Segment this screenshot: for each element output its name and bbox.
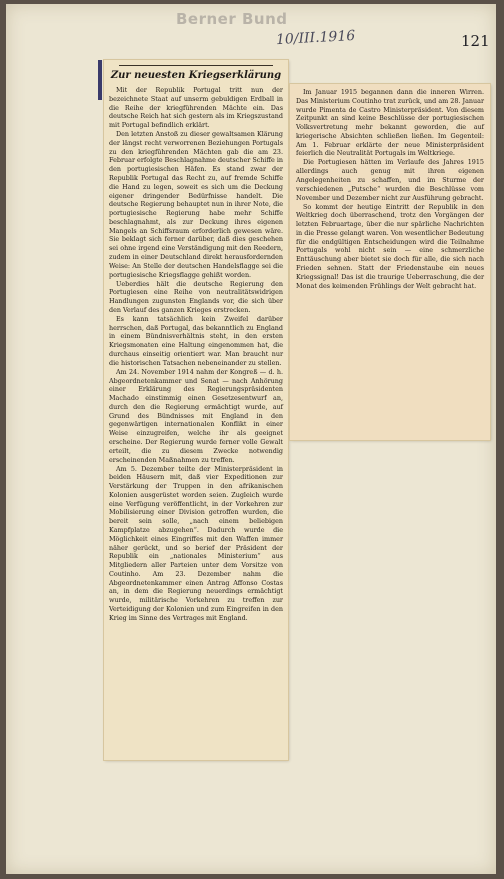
article-headline: Zur neuesten Kriegserklärung — [110, 70, 282, 81]
article-paragraph: Im Januar 1915 begannen dann die inneren Wirren. Das Ministerium Coutinho trat zurück, und am 28. Januar wurde Pimenta de Castro Ministerpräsident. Von diesem Zeitpunkt an sind keine Beschlüsse der portugiesischen Volksvertretung mehr bekannt geworden, die auf kriegerische Absichten schließen ließen. Im Gegenteil: Am 1. Februar erklärte der neue Ministerpräsident feierlich die Neutralität Portugals im Weltkriege. — [296, 88, 484, 158]
page-number: 121 — [461, 32, 490, 50]
right-column-body — [296, 88, 484, 290]
article-paragraph: Ueberdies hält die deutsche Regierung den Portugiesen eine Reihe von neutralitätswidrigen Handlungen zugunsten Englands vor, die sich über den Verlauf des ganzen Krieges erstrecken. — [109, 279, 283, 314]
clipping-right-column — [290, 84, 490, 440]
newspaper-stamp: Berner Bund — [176, 10, 288, 28]
article-paragraph: Den letzten Anstoß zu dieser gewaltsamen Klärung der längst recht verworrenen Beziehungen Portugals zu den kriegführenden Mächten gab die am 23. Februar erfolgte Beschlagnahme deutscher Schiffe in den portugiesischen Häfen. Es stand zwar der Republik Portugal das Recht zu, auf fremde Schiffe die Hand zu legen, soweit es sich um die Deckung eigener dringender Bedürfnisse handelt. Die deutsche Regierung behauptet nun in ihrer Note, die portugiesische Regierung habe mehr Schiffe beschlagnahmt, als zur Deckung ihres eigenen Mangels an Schiffsraum erforderlich gewesen wäre. Sie beklagt sich ferner darüber, daß dies geschehen sei ohne irgend eine Verständigung mit den Reedern, zudem in einer Deutschland direkt herausfordernden Weise: An Stelle der deutschen Handelsflagge sei die portugiesische Kriegsflagge gehißt worden. — [109, 130, 283, 279]
article-paragraph: Am 5. Dezember teilte der Ministerpräsident in beiden Häusern mit, daß vier Expeditionen zur Verstärkung der Truppen in den afrikanischen Kolonien ausgerüstet worden seien. Zugleich wurde eine Verfügung veröffentlicht, in der Vorkehren zur Mobilisierung einer Division getroffen wurden, die bereit sein solle, „nach einem beliebigen Kampfplatze abzugehen“. Dadurch wurde die Möglichkeit eines Eingriffes mit den Waffen immer näher gerückt, und so berief der Präsident der Republik ein „nationales Ministerium“ aus Mitgliedern aller Parteien unter dem Vorsitze von Coutinho. Am 23. Dezember nahm die Abgeordnetenkammer einen Antrag Affonso Costas an, in dem die Regierung neuerdings ermächtigt wurde, militärische Vorkehren zu treffen zur Verteidigung der Kolonien und zum Eingreifen in den Krieg im Sinne des Vertrages mit England. — [109, 464, 283, 622]
clipping-left-column — [104, 60, 288, 760]
article-paragraph: Am 24. November 1914 nahm der Kongreß — d. h. Abgeordnetenkammer und Senat — nach Anhörung einer Erklärung des Regierungspräsidenten Machado einstimmig einen Gesetzesentwurf an, durch den die Regierung ermächtigt wurde, auf Grund des Bündnisses mit England in den gegenwärtigen internationalen Konflikt in einer Weise einzugreifen, welche ihr als geeignet erscheine. Der Regierung wurde ferner volle Gewalt erteilt, die zu diesem Zwecke notwendig erscheinenden Maßnahmen zu treffen. — [109, 367, 283, 464]
handwritten-date: 10/III.1916 — [275, 27, 356, 49]
margin-mark — [98, 60, 102, 100]
article-paragraph: So kommt der heutige Eintritt der Republik in den Weltkrieg doch überraschend, trotz den Vorgängen der letzten Februartage, über die nur spärliche Nachrichten in die Presse gelangt waren. Von wesentlicher Bedeutung für die endgültigen Entscheidungen wird die Teilnahme Portugals wohl nicht sein — eine schmerzliche Enttäuschung aber bietet sie doch für alle, die sich nach Frieden sehnen. Statt der Friedenstaube ein neues Kriegssignal! Das ist die traurige Ueberraschung, die der Monat des keimenden Frühlings der Welt gebracht hat. — [296, 202, 484, 290]
article-paragraph: Es kann tatsächlich kein Zweifel darüber herrschen, daß Portugal, das bekanntlich zu England in einem Bündnisverhältnis steht, in den ersten Kriegsmonaten eine Haltung eingenommen hat, die durchaus einseitig orientiert war. Man braucht nur die historischen Tatsachen nebeneinander zu stellen. — [109, 314, 283, 367]
article-paragraph: Die Portugiesen hätten im Verlaufe des Jahres 1915 allerdings auch genug mit ihren eigenen Angelegenheiten zu schaffen, und im Sturme der verschiedenen „Putsche“ wurden die Beschlüsse vom November und Dezember nicht zur Ausführung gebracht. — [296, 158, 484, 202]
article-paragraph: Mit der Republik Portugal tritt nun der bezeichnete Staat auf unserm gebuldigen Erdball in die Reihe der kriegführenden Mächte ein. Das deutsche Reich hat sich gestern als im Kriegszustand mit Portugal befindlich erklärt. — [109, 86, 283, 130]
headline-rule — [119, 65, 273, 66]
left-column-body — [109, 86, 283, 623]
